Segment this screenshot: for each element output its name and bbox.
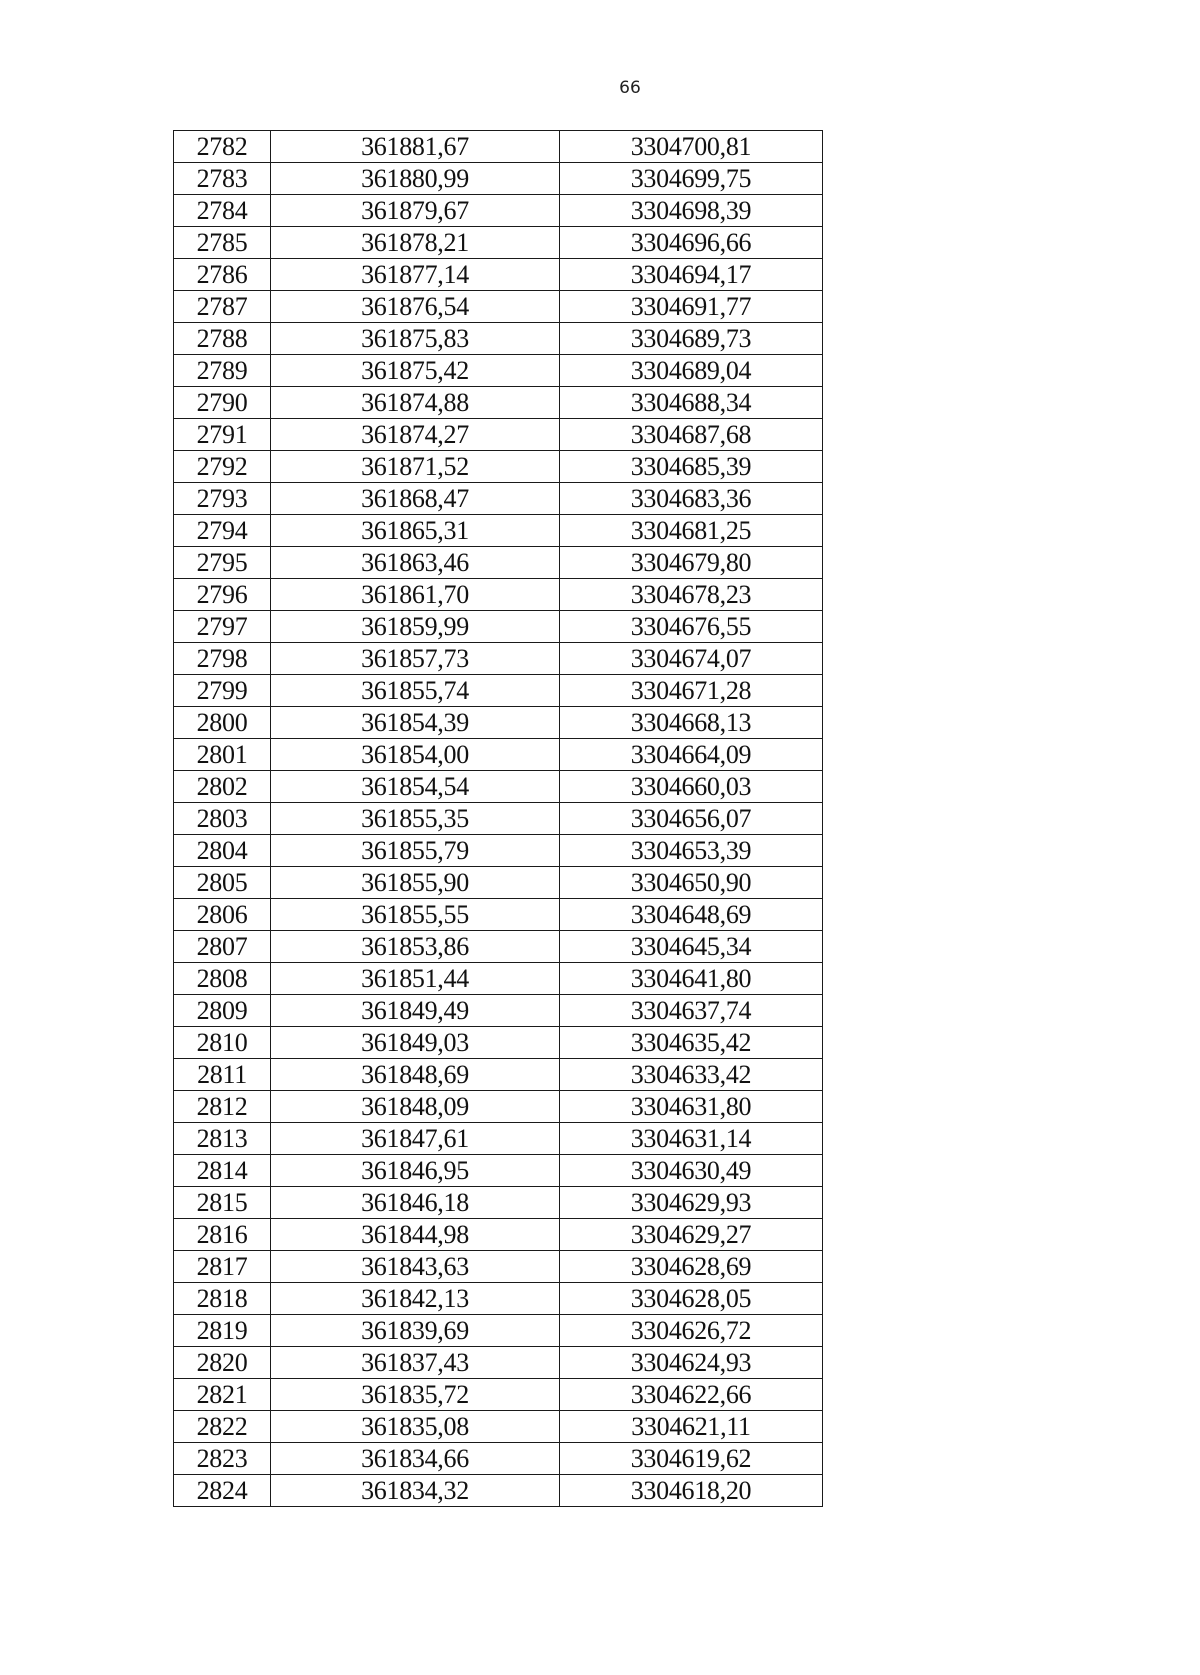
table-row xyxy=(174,195,823,227)
table-row xyxy=(174,1411,823,1443)
x-coordinate-cell: 361844,98 xyxy=(271,1219,560,1251)
x-coordinate-cell: 361849,03 xyxy=(271,1027,560,1059)
table-row xyxy=(174,995,823,1027)
y-coordinate-cell: 3304626,72 xyxy=(560,1315,823,1347)
y-coordinate-cell: 3304671,28 xyxy=(560,675,823,707)
y-coordinate-cell: 3304676,55 xyxy=(560,611,823,643)
point-number-cell: 2813 xyxy=(174,1123,271,1155)
point-number-cell: 2812 xyxy=(174,1091,271,1123)
table-row xyxy=(174,707,823,739)
y-coordinate-cell: 3304628,05 xyxy=(560,1283,823,1315)
table-row xyxy=(174,1123,823,1155)
y-coordinate-cell: 3304674,07 xyxy=(560,643,823,675)
y-coordinate-cell: 3304660,03 xyxy=(560,771,823,803)
y-coordinate-cell: 3304696,66 xyxy=(560,227,823,259)
y-coordinate-cell: 3304683,36 xyxy=(560,483,823,515)
y-coordinate-cell: 3304691,77 xyxy=(560,291,823,323)
x-coordinate-cell: 361835,72 xyxy=(271,1379,560,1411)
table-row xyxy=(174,1475,823,1507)
x-coordinate-cell: 361857,73 xyxy=(271,643,560,675)
point-number-cell: 2806 xyxy=(174,899,271,931)
table-row xyxy=(174,483,823,515)
table-row xyxy=(174,1347,823,1379)
table-row xyxy=(174,291,823,323)
y-coordinate-cell: 3304630,49 xyxy=(560,1155,823,1187)
y-coordinate-cell: 3304698,39 xyxy=(560,195,823,227)
table-row xyxy=(174,1283,823,1315)
x-coordinate-cell: 361855,79 xyxy=(271,835,560,867)
point-number-cell: 2817 xyxy=(174,1251,271,1283)
table-row xyxy=(174,803,823,835)
x-coordinate-cell: 361837,43 xyxy=(271,1347,560,1379)
table-row xyxy=(174,835,823,867)
coordinates-table xyxy=(173,130,823,1507)
x-coordinate-cell: 361846,95 xyxy=(271,1155,560,1187)
y-coordinate-cell: 3304624,93 xyxy=(560,1347,823,1379)
y-coordinate-cell: 3304641,80 xyxy=(560,963,823,995)
table-row xyxy=(174,1379,823,1411)
table-row xyxy=(174,131,823,163)
point-number-cell: 2785 xyxy=(174,227,271,259)
y-coordinate-cell: 3304628,69 xyxy=(560,1251,823,1283)
table-row xyxy=(174,515,823,547)
table-row xyxy=(174,675,823,707)
point-number-cell: 2802 xyxy=(174,771,271,803)
point-number-cell: 2801 xyxy=(174,739,271,771)
table-row xyxy=(174,323,823,355)
x-coordinate-cell: 361868,47 xyxy=(271,483,560,515)
table-row xyxy=(174,611,823,643)
y-coordinate-cell: 3304656,07 xyxy=(560,803,823,835)
table-row xyxy=(174,1315,823,1347)
point-number-cell: 2798 xyxy=(174,643,271,675)
point-number-cell: 2795 xyxy=(174,547,271,579)
y-coordinate-cell: 3304678,23 xyxy=(560,579,823,611)
table-row xyxy=(174,1187,823,1219)
point-number-cell: 2800 xyxy=(174,707,271,739)
y-coordinate-cell: 3304681,25 xyxy=(560,515,823,547)
table-row xyxy=(174,771,823,803)
y-coordinate-cell: 3304699,75 xyxy=(560,163,823,195)
point-number-cell: 2791 xyxy=(174,419,271,451)
table-row xyxy=(174,1155,823,1187)
point-number-cell: 2822 xyxy=(174,1411,271,1443)
y-coordinate-cell: 3304653,39 xyxy=(560,835,823,867)
x-coordinate-cell: 361878,21 xyxy=(271,227,560,259)
point-number-cell: 2782 xyxy=(174,131,271,163)
point-number-cell: 2804 xyxy=(174,835,271,867)
point-number-cell: 2818 xyxy=(174,1283,271,1315)
y-coordinate-cell: 3304637,74 xyxy=(560,995,823,1027)
point-number-cell: 2792 xyxy=(174,451,271,483)
y-coordinate-cell: 3304645,34 xyxy=(560,931,823,963)
point-number-cell: 2816 xyxy=(174,1219,271,1251)
table-row xyxy=(174,387,823,419)
point-number-cell: 2820 xyxy=(174,1347,271,1379)
x-coordinate-cell: 361855,55 xyxy=(271,899,560,931)
x-coordinate-cell: 361849,49 xyxy=(271,995,560,1027)
point-number-cell: 2790 xyxy=(174,387,271,419)
x-coordinate-cell: 361834,66 xyxy=(271,1443,560,1475)
x-coordinate-cell: 361874,27 xyxy=(271,419,560,451)
table-row xyxy=(174,739,823,771)
table-row xyxy=(174,451,823,483)
x-coordinate-cell: 361846,18 xyxy=(271,1187,560,1219)
x-coordinate-cell: 361879,67 xyxy=(271,195,560,227)
table-row xyxy=(174,419,823,451)
y-coordinate-cell: 3304619,62 xyxy=(560,1443,823,1475)
table-row xyxy=(174,1219,823,1251)
table-row xyxy=(174,1059,823,1091)
y-coordinate-cell: 3304618,20 xyxy=(560,1475,823,1507)
y-coordinate-cell: 3304679,80 xyxy=(560,547,823,579)
x-coordinate-cell: 361875,42 xyxy=(271,355,560,387)
x-coordinate-cell: 361853,86 xyxy=(271,931,560,963)
x-coordinate-cell: 361875,83 xyxy=(271,323,560,355)
point-number-cell: 2786 xyxy=(174,259,271,291)
table-row xyxy=(174,1251,823,1283)
y-coordinate-cell: 3304629,27 xyxy=(560,1219,823,1251)
x-coordinate-cell: 361851,44 xyxy=(271,963,560,995)
y-coordinate-cell: 3304631,80 xyxy=(560,1091,823,1123)
x-coordinate-cell: 361834,32 xyxy=(271,1475,560,1507)
point-number-cell: 2815 xyxy=(174,1187,271,1219)
point-number-cell: 2819 xyxy=(174,1315,271,1347)
x-coordinate-cell: 361874,88 xyxy=(271,387,560,419)
x-coordinate-cell: 361876,54 xyxy=(271,291,560,323)
x-coordinate-cell: 361843,63 xyxy=(271,1251,560,1283)
page-number: 66 xyxy=(619,78,641,98)
y-coordinate-cell: 3304622,66 xyxy=(560,1379,823,1411)
y-coordinate-cell: 3304685,39 xyxy=(560,451,823,483)
y-coordinate-cell: 3304689,04 xyxy=(560,355,823,387)
point-number-cell: 2805 xyxy=(174,867,271,899)
point-number-cell: 2824 xyxy=(174,1475,271,1507)
point-number-cell: 2788 xyxy=(174,323,271,355)
x-coordinate-cell: 361854,39 xyxy=(271,707,560,739)
y-coordinate-cell: 3304688,34 xyxy=(560,387,823,419)
table-row xyxy=(174,931,823,963)
table-row xyxy=(174,355,823,387)
point-number-cell: 2810 xyxy=(174,1027,271,1059)
x-coordinate-cell: 361861,70 xyxy=(271,579,560,611)
x-coordinate-cell: 361880,99 xyxy=(271,163,560,195)
x-coordinate-cell: 361854,54 xyxy=(271,771,560,803)
y-coordinate-cell: 3304621,11 xyxy=(560,1411,823,1443)
table-row xyxy=(174,643,823,675)
point-number-cell: 2789 xyxy=(174,355,271,387)
point-number-cell: 2793 xyxy=(174,483,271,515)
table-row xyxy=(174,547,823,579)
x-coordinate-cell: 361881,67 xyxy=(271,131,560,163)
x-coordinate-cell: 361847,61 xyxy=(271,1123,560,1155)
point-number-cell: 2808 xyxy=(174,963,271,995)
table-row xyxy=(174,899,823,931)
x-coordinate-cell: 361855,90 xyxy=(271,867,560,899)
table-row xyxy=(174,1027,823,1059)
point-number-cell: 2796 xyxy=(174,579,271,611)
point-number-cell: 2803 xyxy=(174,803,271,835)
point-number-cell: 2783 xyxy=(174,163,271,195)
y-coordinate-cell: 3304629,93 xyxy=(560,1187,823,1219)
x-coordinate-cell: 361848,69 xyxy=(271,1059,560,1091)
x-coordinate-cell: 361871,52 xyxy=(271,451,560,483)
y-coordinate-cell: 3304689,73 xyxy=(560,323,823,355)
table-row xyxy=(174,867,823,899)
y-coordinate-cell: 3304633,42 xyxy=(560,1059,823,1091)
table-row xyxy=(174,259,823,291)
y-coordinate-cell: 3304668,13 xyxy=(560,707,823,739)
x-coordinate-cell: 361863,46 xyxy=(271,547,560,579)
point-number-cell: 2784 xyxy=(174,195,271,227)
x-coordinate-cell: 361848,09 xyxy=(271,1091,560,1123)
point-number-cell: 2797 xyxy=(174,611,271,643)
y-coordinate-cell: 3304700,81 xyxy=(560,131,823,163)
point-number-cell: 2787 xyxy=(174,291,271,323)
x-coordinate-cell: 361855,74 xyxy=(271,675,560,707)
y-coordinate-cell: 3304687,68 xyxy=(560,419,823,451)
point-number-cell: 2794 xyxy=(174,515,271,547)
table-row xyxy=(174,227,823,259)
x-coordinate-cell: 361865,31 xyxy=(271,515,560,547)
x-coordinate-cell: 361855,35 xyxy=(271,803,560,835)
y-coordinate-cell: 3304635,42 xyxy=(560,1027,823,1059)
y-coordinate-cell: 3304648,69 xyxy=(560,899,823,931)
point-number-cell: 2811 xyxy=(174,1059,271,1091)
table-row xyxy=(174,963,823,995)
point-number-cell: 2807 xyxy=(174,931,271,963)
x-coordinate-cell: 361842,13 xyxy=(271,1283,560,1315)
point-number-cell: 2821 xyxy=(174,1379,271,1411)
coordinates-table-body xyxy=(174,131,823,1507)
x-coordinate-cell: 361877,14 xyxy=(271,259,560,291)
x-coordinate-cell: 361839,69 xyxy=(271,1315,560,1347)
y-coordinate-cell: 3304650,90 xyxy=(560,867,823,899)
point-number-cell: 2799 xyxy=(174,675,271,707)
y-coordinate-cell: 3304631,14 xyxy=(560,1123,823,1155)
table-row xyxy=(174,1443,823,1475)
table-row xyxy=(174,579,823,611)
x-coordinate-cell: 361835,08 xyxy=(271,1411,560,1443)
point-number-cell: 2809 xyxy=(174,995,271,1027)
point-number-cell: 2823 xyxy=(174,1443,271,1475)
y-coordinate-cell: 3304694,17 xyxy=(560,259,823,291)
y-coordinate-cell: 3304664,09 xyxy=(560,739,823,771)
point-number-cell: 2814 xyxy=(174,1155,271,1187)
table-row xyxy=(174,1091,823,1123)
x-coordinate-cell: 361854,00 xyxy=(271,739,560,771)
x-coordinate-cell: 361859,99 xyxy=(271,611,560,643)
table-row xyxy=(174,163,823,195)
